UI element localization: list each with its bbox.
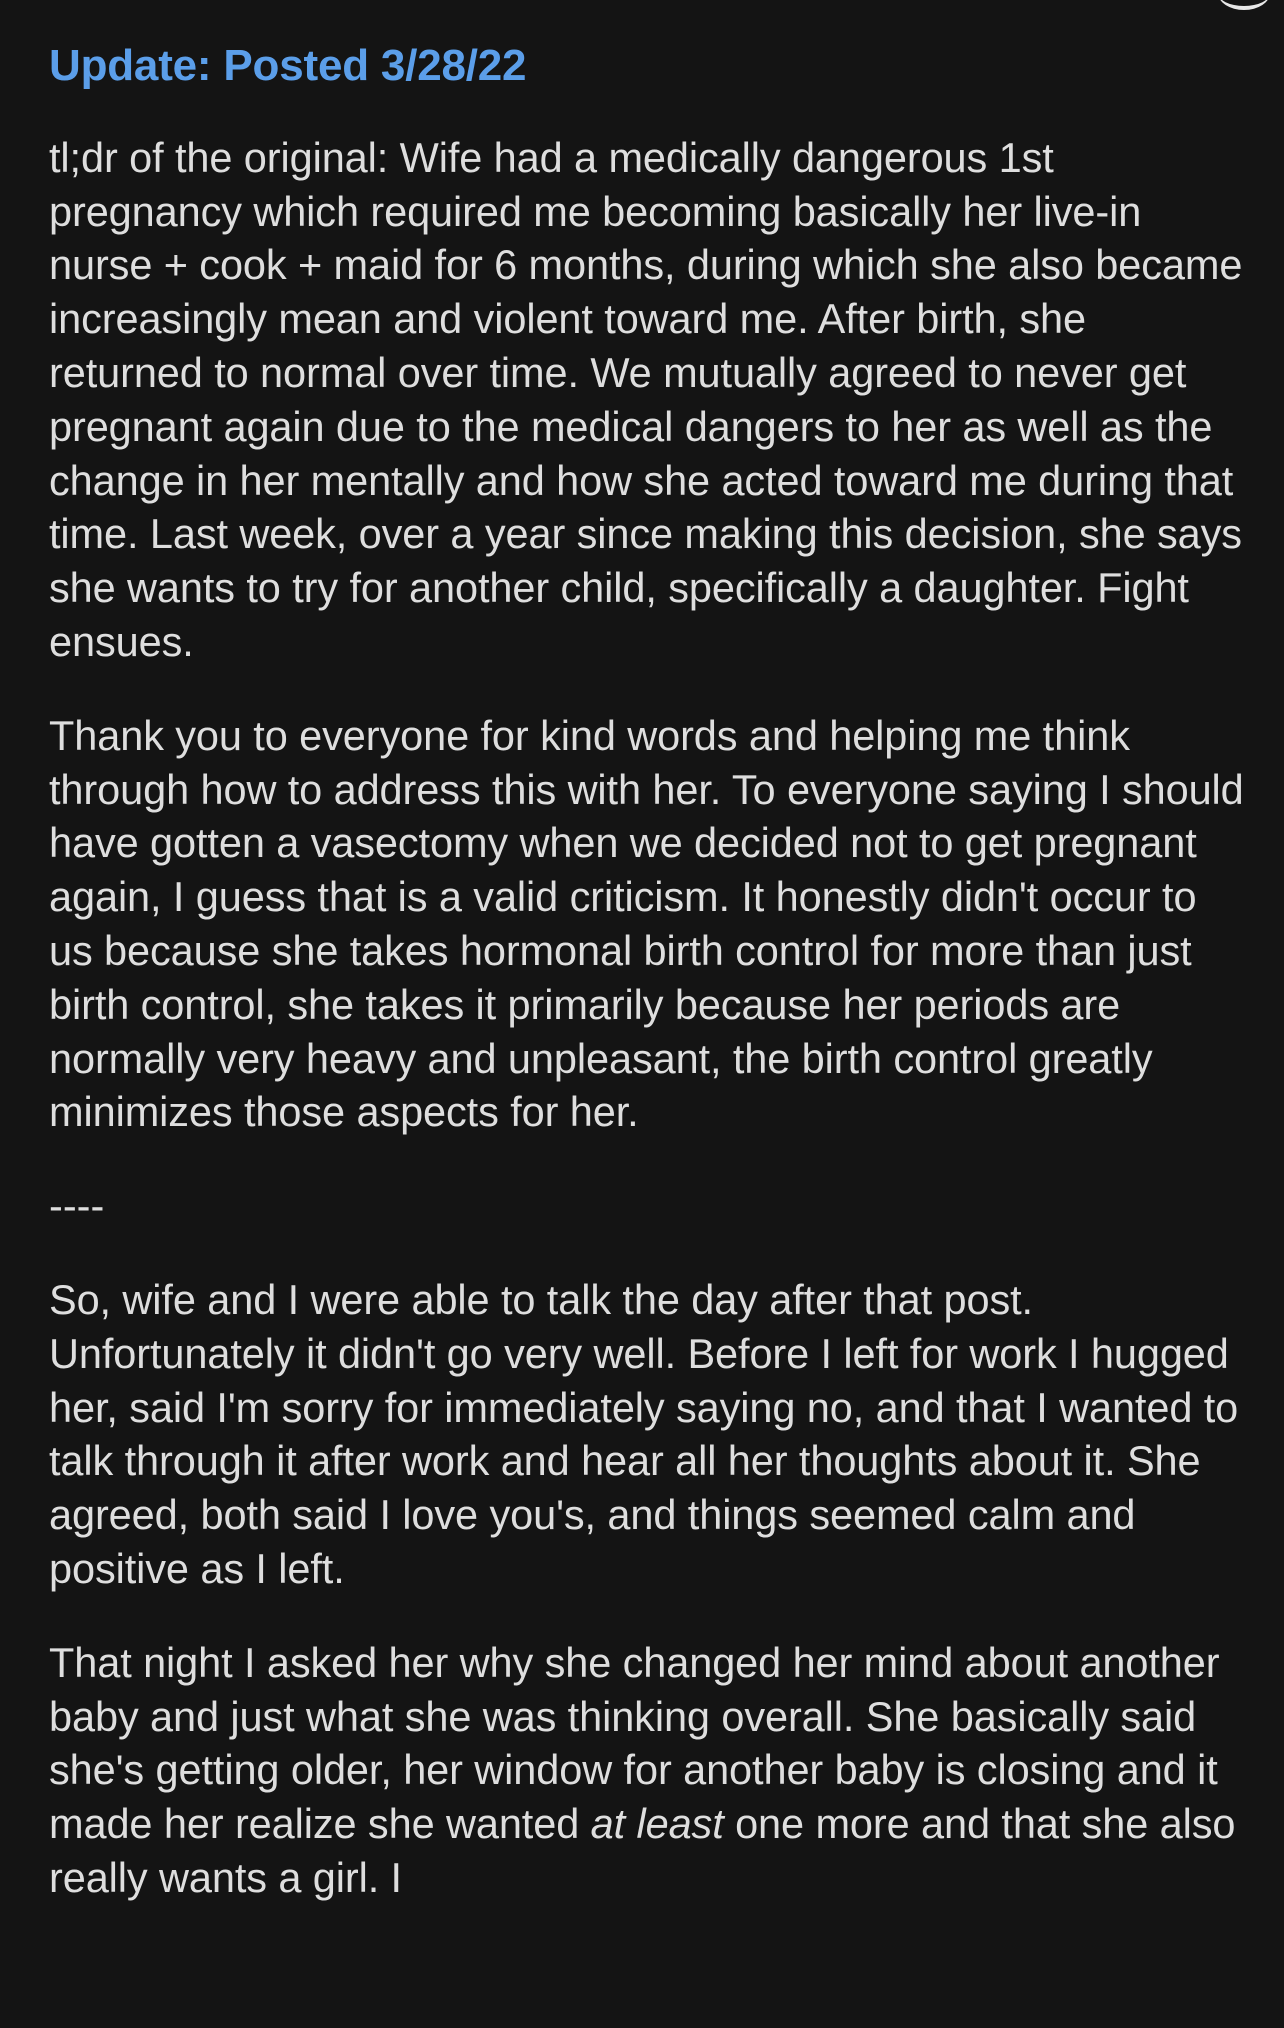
post-body	[49, 40, 1249, 1945]
paragraph-tldr: tl;dr of the original: Wife had a medically dangerous 1st pregnancy which required me becoming basically her live-in nurse + cook + maid for 6 months, during which she also became increasingly mean and violent toward me. After birth, she returned to normal over time. We mutually agreed to never get pregnant again due to the medical dangers to her as well as the change in her mentally and how she acted toward me during that time. Last week, over a year since making this decision, she says she wants to try for another child, specifically a daughter. Fight ensues.	[49, 133, 1243, 665]
paragraph-that-night-start: That night I asked her why she changed her mind about another baby and just what she was thinking overall. She basically said she's getting older, her window for another baby is closing and it made her realize she wanted	[49, 1638, 1220, 1848]
paragraph-talk: So, wife and I were able to talk the day after that post. Unfortunately it didn't go very well. Before I left for work I hugged her, said I'm sorry for immediately saying no, and that I wanted to talk through it after work and hear all her thoughts about it. She agreed, both said I love you's, and things seemed calm and positive as I left.	[49, 1275, 1239, 1592]
emphasis-at-least: at least	[590, 1800, 724, 1848]
update-heading: Update: Posted 3/28/22	[49, 41, 527, 90]
paragraph-thanks: Thank you to everyone for kind words and helping me think through how to address this with her. To everyone saying I should have gotten a vasectomy when we decided not to get pregnant again, I guess that is a valid criticism. It honestly didn't occur to us because she takes hormonal birth control for more than just birth control, she takes it primarily because her periods are normally very heavy and unpleasant, the birth control greatly minimizes those aspects for her.	[49, 711, 1244, 1136]
scroll-indicator-icon	[1218, 0, 1270, 10]
paragraph-that-night	[49, 1636, 1249, 1905]
divider-text: ----	[49, 1182, 105, 1230]
paragraph-that-night-end: one more and that she also really wants a girl. I	[49, 1800, 1236, 1901]
